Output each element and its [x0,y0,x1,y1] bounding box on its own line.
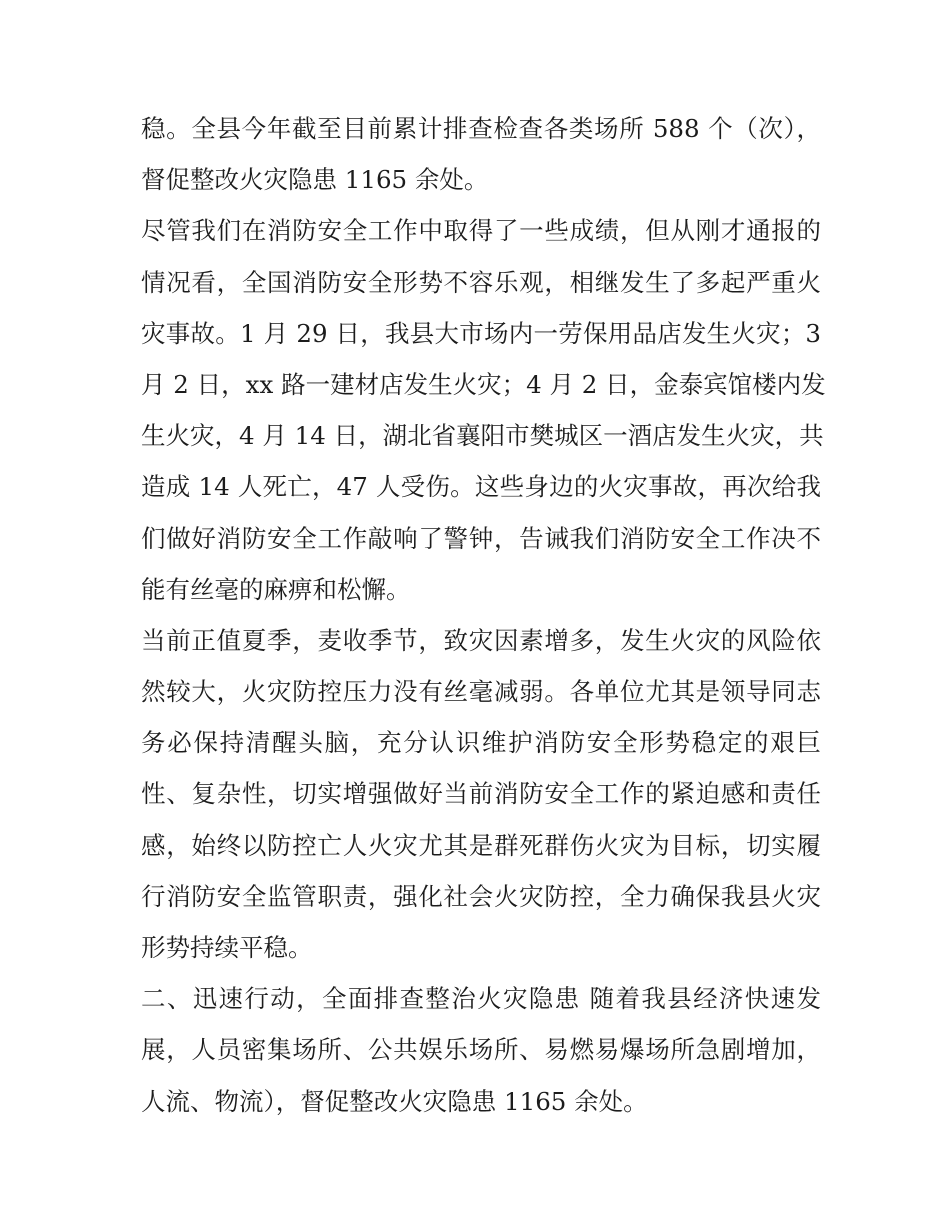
text-line: 造成 14 人死亡，47 人受伤。这些身边的火灾事故，再次给我 [141,472,821,502]
text-line: 然较大，火灾防控压力没有丝毫减弱。各单位尤其是领导同志 [141,677,821,707]
text-line: 行消防安全监管职责，强化社会火灾防控，全力确保我县火灾 [141,881,821,911]
text-line: 灾事故。1 月 29 日，我县大市场内一劳保用品店发生火灾；3 [141,318,821,348]
paragraph-2 [141,205,826,615]
text-line: 当前正值夏季，麦收季节，致灾因素增多，发生火灾的风险依 [141,625,821,655]
paragraph-3 [141,615,821,973]
text-line: 尽管我们在消防安全工作中取得了一些成绩，但从刚才通报的 [141,216,821,246]
document-body [141,103,826,1127]
text-line: 务必保持清醒头脑，充分认识维护消防安全形势稳定的艰巨 [141,728,821,758]
text-line: 督促整改火灾隐患 1165 余处。 [141,165,489,195]
text-line: 生火灾，4 月 14 日，湖北省襄阳市樊城区一酒店发生火灾，共 [141,421,824,451]
text-line: 能有丝毫的麻痹和松懈。 [141,574,411,604]
paragraph-4 [141,973,821,1127]
text-line: 人流、物流），督促整改火灾隐患 1165 余处。 [141,1086,648,1116]
text-line: 情况看，全国消防安全形势不容乐观，相继发生了多起严重火 [141,267,821,297]
text-line: 月 2 日，xx 路一建材店发生火灾；4 月 2 日，金泰宾馆楼内发 [141,369,826,399]
paragraph-1 [141,103,821,205]
text-line: 们做好消防安全工作敲响了警钟，告诫我们消防安全工作决不 [141,523,821,553]
text-line: 稳。全县今年截至目前累计排查检查各类场所 588 个（次）， [141,114,821,143]
text-line: 形势持续平稳。 [141,933,313,962]
text-line: 感，始终以防控亡人火灾尤其是群死群伤火灾为目标，切实履 [141,830,821,860]
text-line: 展，人员密集场所、公共娱乐场所、易燃易爆场所急剧增加， [141,1035,821,1065]
text-line: 二、迅速行动，全面排查整治火灾隐患 随着我县经济快速发 [141,984,821,1014]
text-line: 性、复杂性，切实增强做好当前消防安全工作的紧迫感和责任 [141,779,821,809]
